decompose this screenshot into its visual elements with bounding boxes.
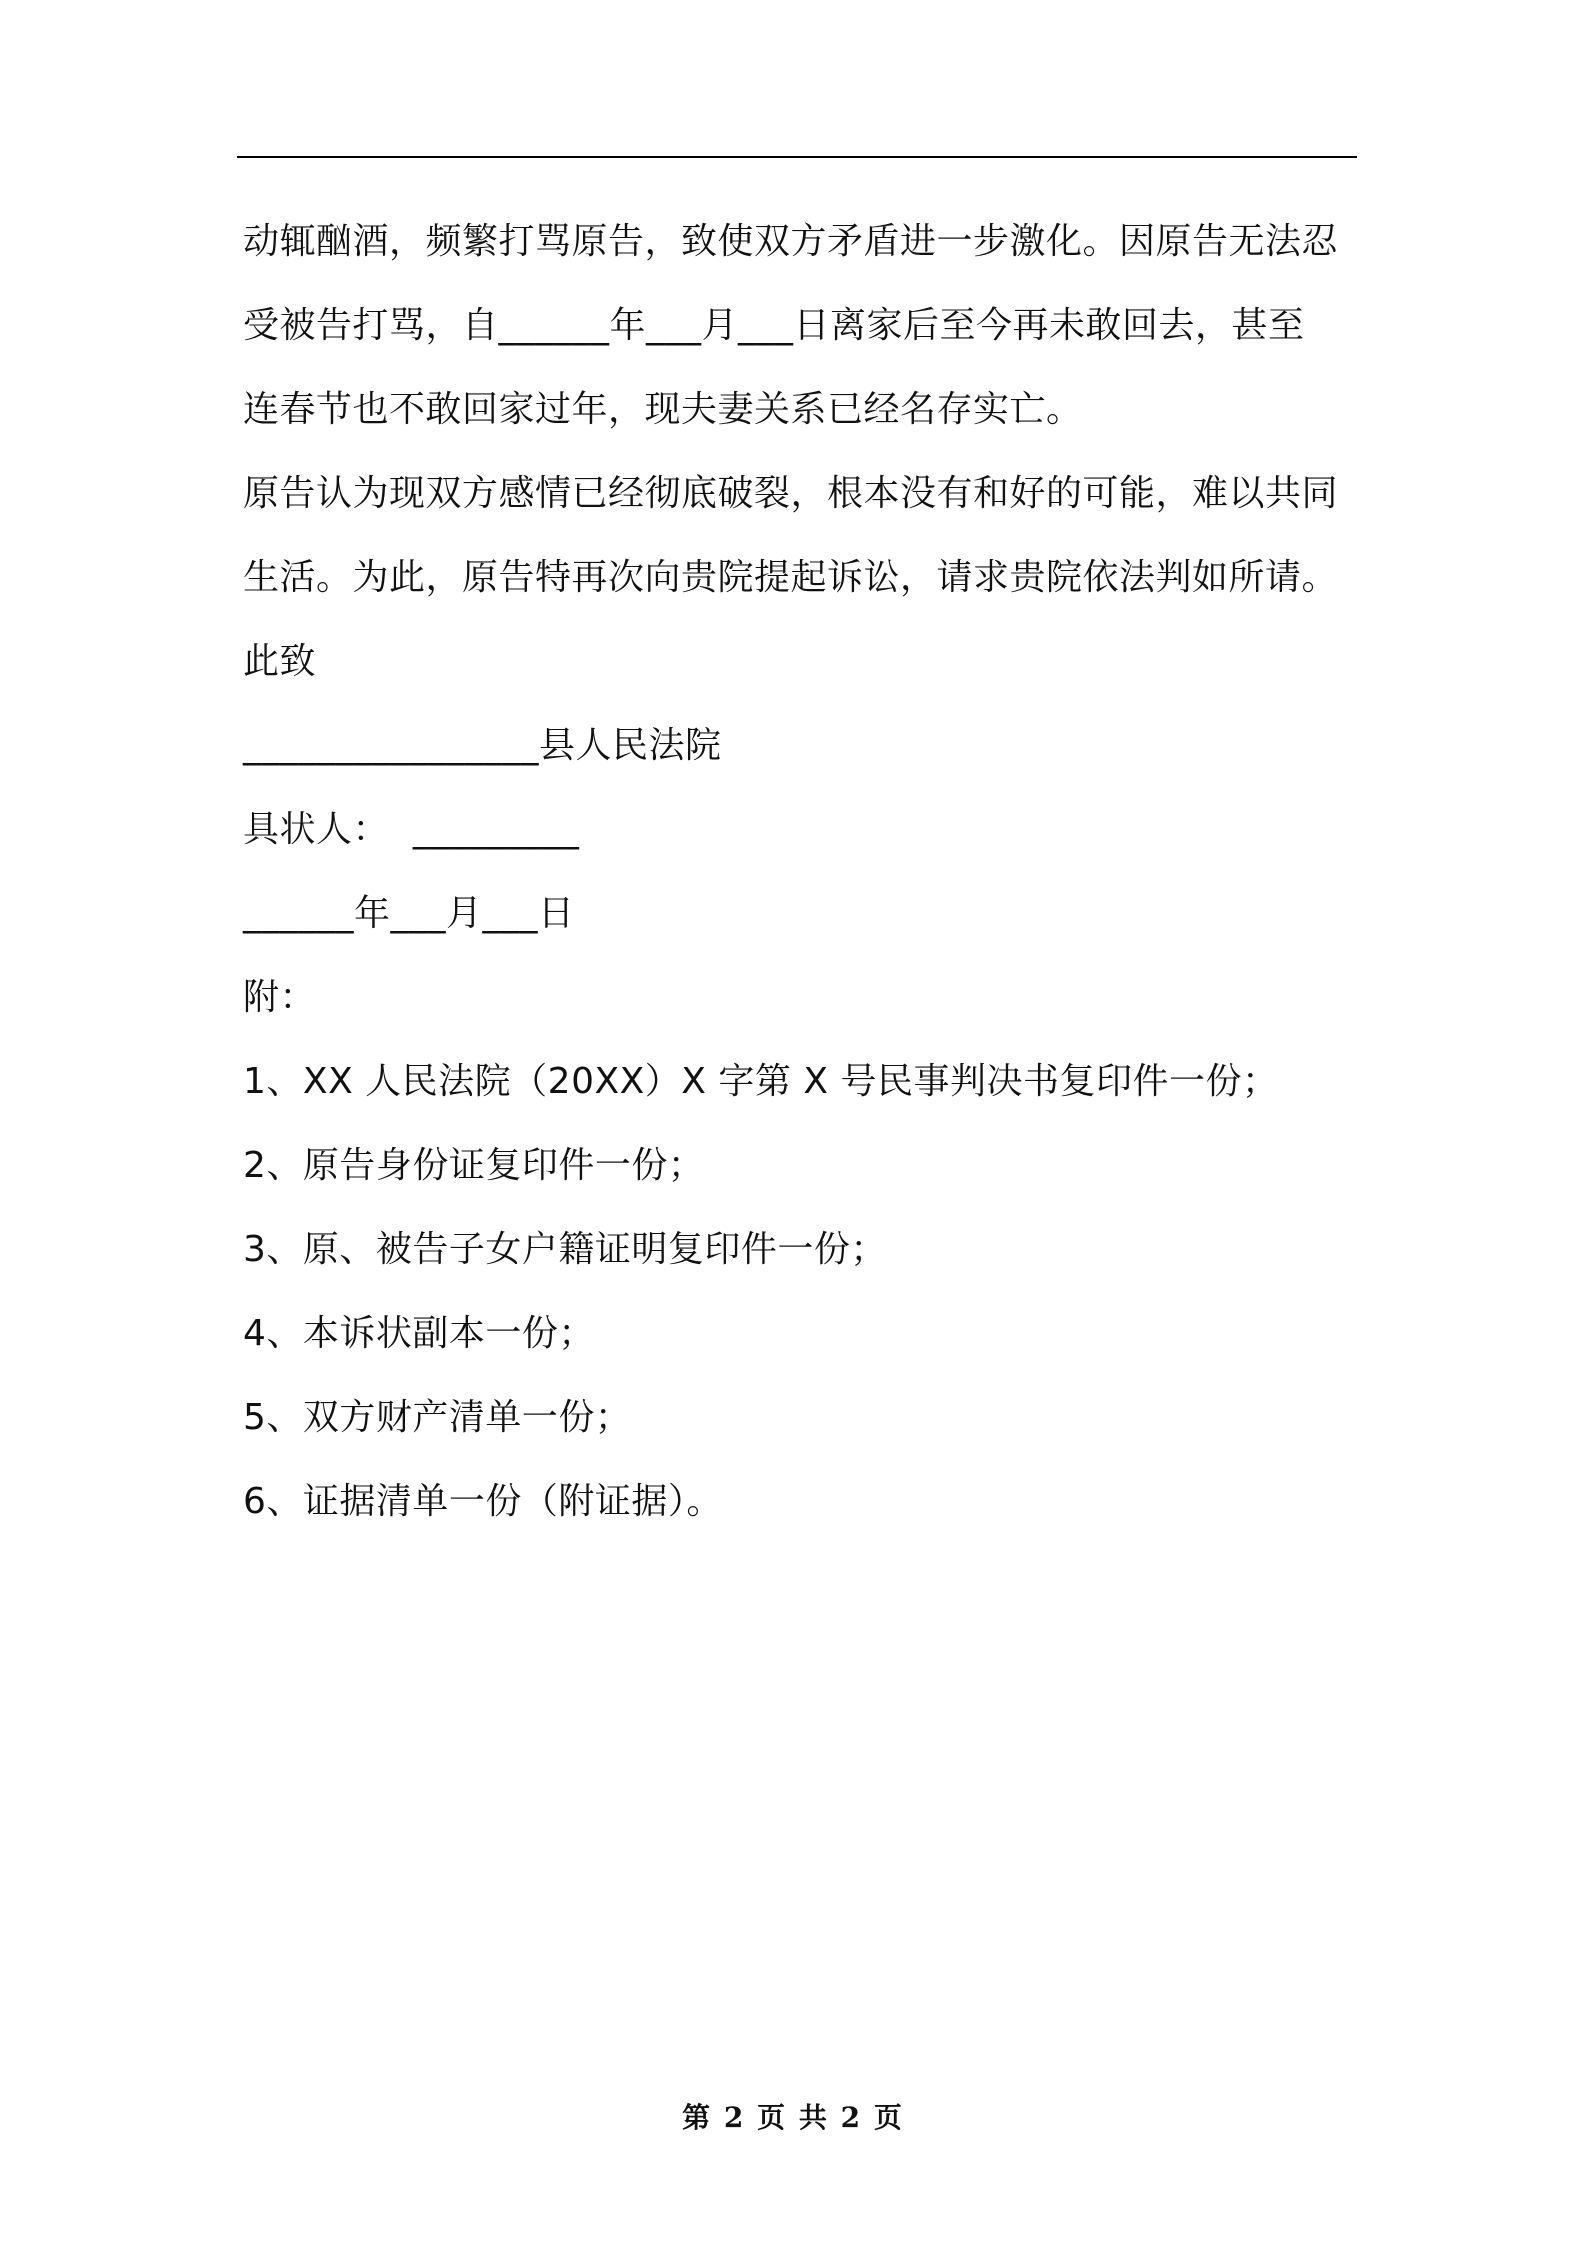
attachment-item: 5、双方财产清单一份； — [243, 1397, 632, 1438]
attachment-item: 2、原告身份证复印件一份； — [243, 1145, 705, 1186]
attachments-heading: 附： — [243, 977, 317, 1018]
date-line: ______年___月___日 — [243, 893, 575, 934]
salutation: 此致 — [243, 641, 317, 682]
attachment-item: 6、证据清单一份（附证据）。 — [243, 1481, 723, 1522]
header-rule — [237, 156, 1357, 158]
paragraph-line: 生活。为此，原告特再次向贵院提起诉讼，请求贵院依法判如所请。 — [243, 557, 1339, 598]
plaintiff-signature-line: 具状人： _________ — [243, 809, 580, 850]
page-number-footer: 第 2 页 共 2 页 — [682, 2101, 904, 2134]
paragraph-line: 受被告打骂，自______年___月___日离家后至今再未敢回去，甚至 — [243, 305, 1305, 346]
document-body — [243, 200, 1363, 1544]
paragraph-line: 连春节也不敢回家过年，现夫妻关系已经名存实亡。 — [243, 389, 1083, 430]
court-name-line: ________________县人民法院 — [243, 725, 722, 766]
attachment-item: 3、原、被告子女户籍证明复印件一份； — [243, 1229, 887, 1270]
attachment-item: 1、XX 人民法院（20XX）X 字第 X 号民事判决书复印件一份； — [243, 1061, 1279, 1102]
paragraph-line: 动辄酗酒，频繁打骂原告，致使双方矛盾进一步激化。因原告无法忍 — [243, 221, 1339, 262]
paragraph-line: 原告认为现双方感情已经彻底破裂，根本没有和好的可能，难以共同 — [243, 473, 1339, 514]
attachment-item: 4、本诉状副本一份； — [243, 1313, 595, 1354]
